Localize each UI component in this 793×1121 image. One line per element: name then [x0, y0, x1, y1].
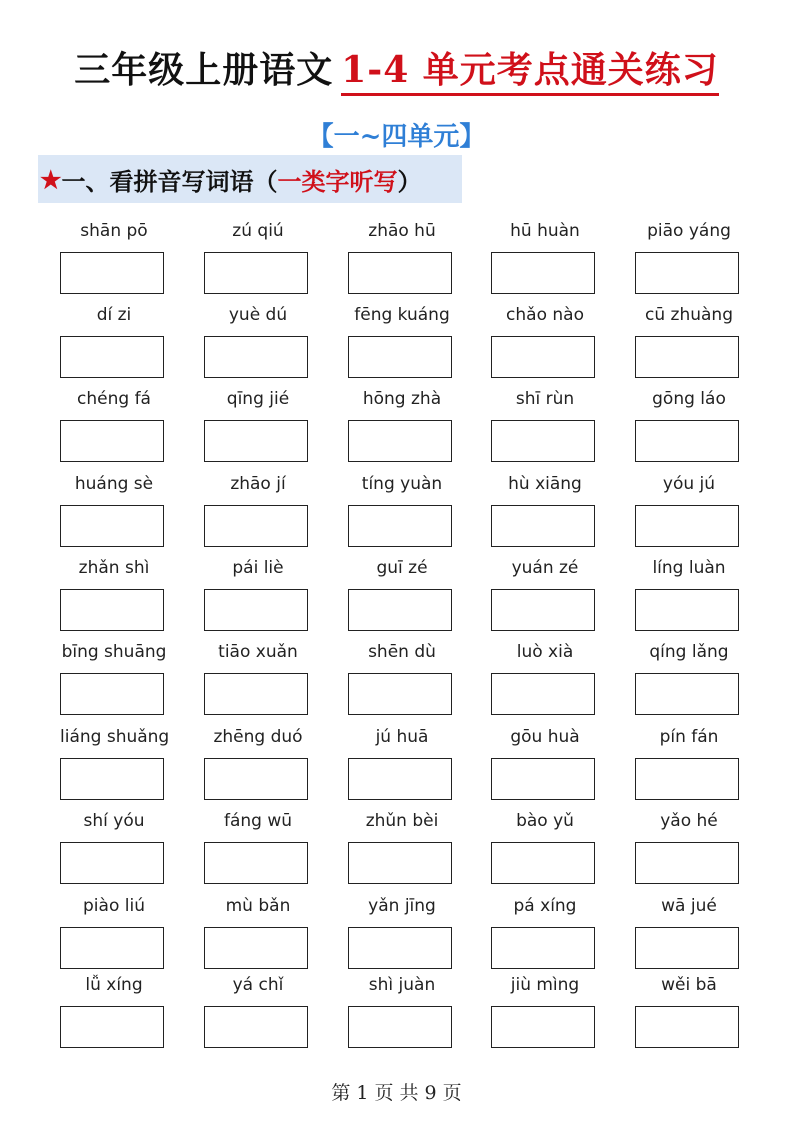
answer-box[interactable]: [635, 927, 739, 969]
word-cell: [635, 302, 743, 378]
word-cell: [204, 893, 312, 969]
word-cell: [60, 218, 168, 294]
answer-box[interactable]: [491, 1006, 595, 1048]
pinyin-label: dí zi: [96, 305, 132, 325]
word-cell: [348, 555, 456, 631]
pinyin-label: shì juàn: [368, 975, 436, 995]
unit-subtitle: 【一~四单元】: [307, 122, 486, 152]
word-cell: [204, 555, 312, 631]
answer-box[interactable]: [204, 252, 308, 294]
answer-box[interactable]: [491, 927, 595, 969]
answer-box[interactable]: [635, 252, 739, 294]
word-cell: [635, 724, 743, 800]
word-cell: [204, 302, 312, 378]
pinyin-label: hū huàn: [510, 221, 580, 241]
title-grade-text: 三年级上册语文: [74, 49, 334, 91]
answer-box[interactable]: [60, 1006, 164, 1048]
word-cell: [348, 471, 456, 547]
answer-box[interactable]: [635, 758, 739, 800]
word-cell: [491, 972, 599, 1048]
pinyin-label: shēn dù: [368, 642, 436, 662]
pinyin-label: lǚ xíng: [85, 975, 143, 995]
answer-box[interactable]: [348, 1006, 452, 1048]
pinyin-label: liáng shuǎng: [60, 727, 170, 747]
pinyin-label: pái liè: [232, 558, 284, 578]
pinyin-label: guī zé: [376, 558, 428, 578]
pinyin-label: zhāo hū: [368, 221, 436, 241]
pinyin-label: shī rùn: [515, 389, 575, 409]
pinyin-label: pá xíng: [513, 896, 577, 916]
word-cell: [635, 808, 743, 884]
word-cell: [204, 808, 312, 884]
pinyin-label: mù bǎn: [225, 896, 291, 916]
answer-box[interactable]: [348, 927, 452, 969]
word-cell: [204, 639, 312, 715]
answer-box[interactable]: [635, 420, 739, 462]
pinyin-label: huáng sè: [74, 474, 154, 494]
pinyin-label: yóu jú: [662, 474, 716, 494]
word-cell: [348, 893, 456, 969]
pinyin-label: chǎo nào: [506, 305, 584, 325]
pinyin-label: gōu huà: [510, 727, 580, 747]
answer-box[interactable]: [491, 252, 595, 294]
pinyin-label: jú huā: [375, 727, 429, 747]
answer-box[interactable]: [491, 842, 595, 884]
answer-box[interactable]: [204, 336, 308, 378]
word-cell: [635, 893, 743, 969]
pinyin-label: wā jué: [661, 896, 717, 916]
pinyin-label: yuè dú: [228, 305, 288, 325]
word-cell: [635, 639, 743, 715]
word-cell: [204, 218, 312, 294]
answer-box[interactable]: [348, 842, 452, 884]
answer-box[interactable]: [491, 589, 595, 631]
answer-box[interactable]: [204, 1006, 308, 1048]
word-cell: [60, 555, 168, 631]
word-cell: [60, 808, 168, 884]
answer-box[interactable]: [60, 420, 164, 462]
answer-box[interactable]: [491, 673, 595, 715]
pinyin-label: fáng wū: [223, 811, 293, 831]
answer-box[interactable]: [60, 673, 164, 715]
answer-box[interactable]: [60, 589, 164, 631]
word-cell: [491, 218, 599, 294]
answer-box[interactable]: [204, 505, 308, 547]
word-cell: [348, 218, 456, 294]
pinyin-label: zhǎn shì: [78, 558, 150, 578]
word-cell: [491, 555, 599, 631]
word-cell: [491, 471, 599, 547]
answer-box[interactable]: [60, 758, 164, 800]
answer-box[interactable]: [204, 842, 308, 884]
section-title-highlight: 一类字听写: [277, 166, 398, 196]
answer-box[interactable]: [348, 336, 452, 378]
answer-box[interactable]: [204, 758, 308, 800]
pinyin-label: qīng jié: [226, 389, 290, 409]
title-unit-text: 1-4 单元考点通关练习: [341, 49, 719, 96]
pinyin-label: zú qiú: [232, 221, 284, 241]
section-title: 一、看拼音写词语（: [61, 166, 278, 196]
word-cell: [60, 972, 168, 1048]
answer-box[interactable]: [348, 589, 452, 631]
pinyin-label: luò xià: [516, 642, 574, 662]
answer-box[interactable]: [491, 758, 595, 800]
word-cell: [635, 218, 743, 294]
answer-box[interactable]: [348, 420, 452, 462]
answer-box[interactable]: [635, 842, 739, 884]
answer-box[interactable]: [491, 420, 595, 462]
pinyin-label: hù xiāng: [508, 474, 582, 494]
answer-box[interactable]: [348, 758, 452, 800]
star-icon: ★: [40, 164, 62, 194]
section-title-close: ）: [397, 166, 422, 196]
word-cell: [348, 808, 456, 884]
word-cell: [635, 386, 743, 462]
pinyin-label: zhēng duó: [213, 727, 303, 747]
answer-box[interactable]: [60, 252, 164, 294]
answer-box[interactable]: [635, 589, 739, 631]
pinyin-label: pín fán: [659, 727, 719, 747]
answer-box[interactable]: [635, 1006, 739, 1048]
pinyin-label: qíng lǎng: [649, 642, 729, 662]
answer-box[interactable]: [60, 927, 164, 969]
word-cell: [348, 302, 456, 378]
answer-box[interactable]: [60, 505, 164, 547]
answer-box[interactable]: [204, 420, 308, 462]
word-cell: [635, 972, 743, 1048]
pinyin-label: cū zhuàng: [645, 305, 733, 325]
pinyin-label: yá chǐ: [232, 975, 284, 995]
answer-box[interactable]: [348, 505, 452, 547]
word-cell: [60, 639, 168, 715]
answer-box[interactable]: [635, 336, 739, 378]
word-cell: [204, 386, 312, 462]
pinyin-label: tiāo xuǎn: [218, 642, 298, 662]
pinyin-label: shí yóu: [83, 811, 145, 831]
pinyin-label: piāo yáng: [647, 221, 731, 241]
pinyin-label: piào liú: [83, 896, 145, 916]
pinyin-label: zhāo jí: [230, 474, 286, 494]
word-cell: [491, 386, 599, 462]
word-cell: [60, 471, 168, 547]
answer-box[interactable]: [60, 842, 164, 884]
word-cell: [348, 386, 456, 462]
answer-box[interactable]: [635, 505, 739, 547]
pinyin-label: wěi bā: [661, 975, 717, 995]
pinyin-label: yǎn jīng: [368, 896, 436, 916]
page-footer: 第 1 页 共 9 页: [331, 1082, 462, 1104]
answer-box[interactable]: [635, 673, 739, 715]
pinyin-label: tíng yuàn: [361, 474, 443, 494]
pinyin-label: fēng kuáng: [354, 305, 450, 325]
word-cell: [348, 724, 456, 800]
word-cell: [348, 639, 456, 715]
pinyin-label: yuán zé: [511, 558, 579, 578]
answer-box[interactable]: [491, 336, 595, 378]
pinyin-label: líng luàn: [652, 558, 726, 578]
word-cell: [60, 893, 168, 969]
pinyin-label: zhǔn bèi: [365, 811, 439, 831]
word-cell: [635, 555, 743, 631]
pinyin-label: shān pō: [80, 221, 148, 241]
pinyin-label: bào yǔ: [516, 811, 574, 831]
answer-box[interactable]: [491, 505, 595, 547]
word-cell: [491, 808, 599, 884]
pinyin-label: hōng zhà: [362, 389, 442, 409]
word-cell: [491, 639, 599, 715]
answer-box[interactable]: [348, 673, 452, 715]
word-cell: [491, 302, 599, 378]
word-cell: [60, 302, 168, 378]
pinyin-label: gōng láo: [652, 389, 726, 409]
answer-box[interactable]: [348, 252, 452, 294]
word-cell: [491, 724, 599, 800]
pinyin-label: yǎo hé: [660, 811, 718, 831]
word-cell: [204, 471, 312, 547]
answer-box[interactable]: [204, 589, 308, 631]
word-cell: [60, 386, 168, 462]
answer-box[interactable]: [204, 927, 308, 969]
word-cell: [348, 972, 456, 1048]
answer-box[interactable]: [60, 336, 164, 378]
word-cell: [635, 471, 743, 547]
pinyin-label: chéng fá: [77, 389, 151, 409]
pinyin-label: jiù mìng: [510, 975, 580, 995]
word-cell: [60, 724, 168, 800]
word-cell: [204, 972, 312, 1048]
answer-box[interactable]: [204, 673, 308, 715]
pinyin-label: bīng shuāng: [61, 642, 167, 662]
word-cell: [491, 893, 599, 969]
word-cell: [204, 724, 312, 800]
